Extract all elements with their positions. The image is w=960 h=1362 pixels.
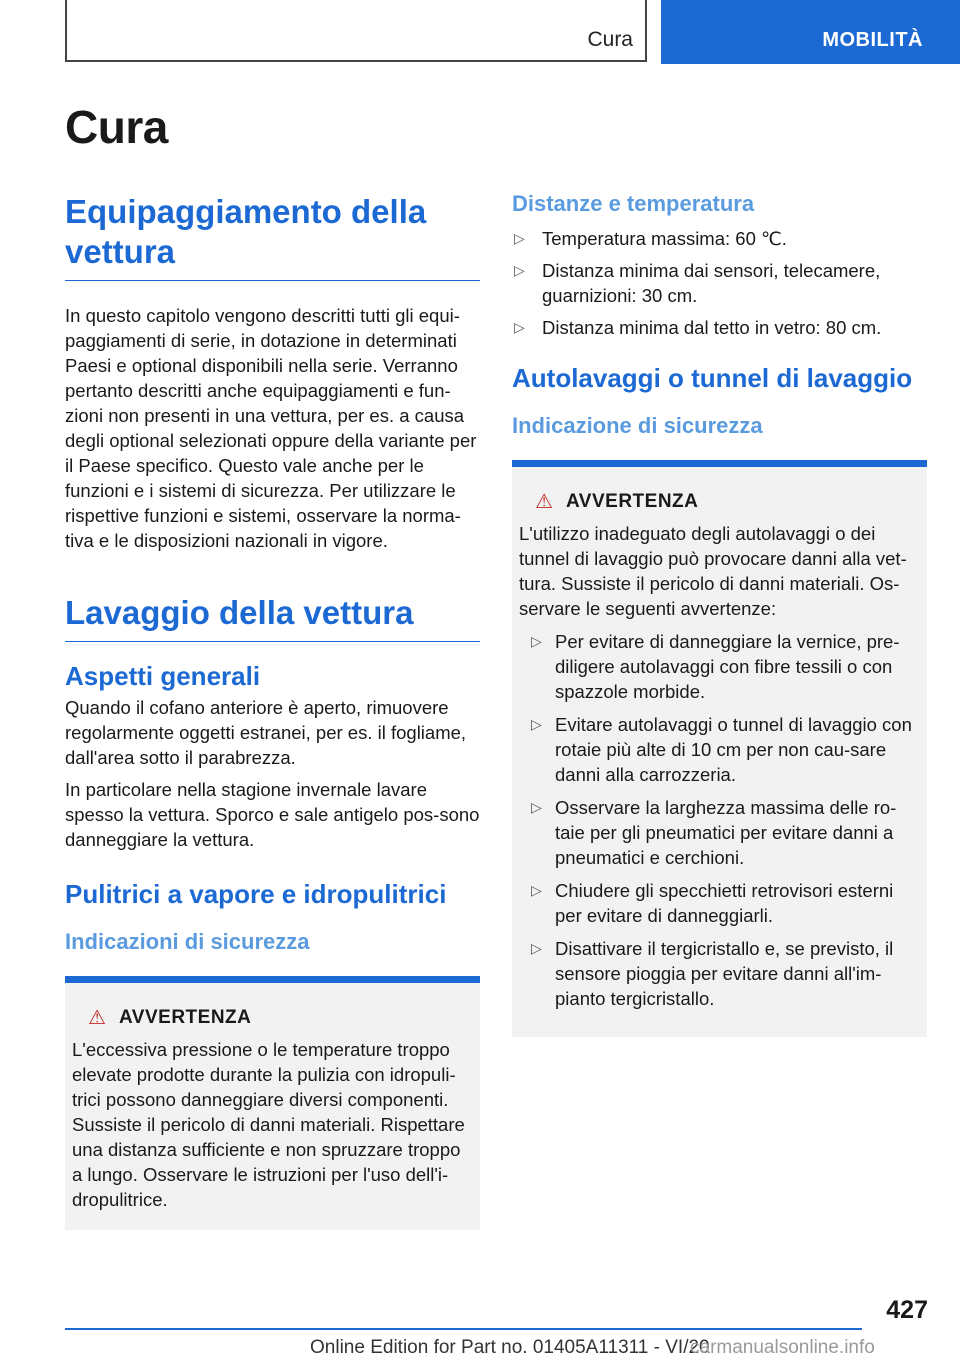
- general-paragraph-2: In particolare nella stagione invernale lavare spesso la vettura. Sporco e sale antigelo pos-sono danneggiare la vettura.: [65, 779, 480, 850]
- bullet-triangle-icon: ▷: [514, 230, 525, 246]
- page-title: Cura: [65, 101, 168, 153]
- list-item: ▷ Distanza minima dal tetto in vetro: 80 cm.: [514, 317, 882, 338]
- equipment-heading: Equipaggiamento della vettura: [65, 192, 480, 281]
- warning-header: [72, 1005, 474, 1033]
- list-item: ▷ Temperatura massima: 60 ℃.: [514, 228, 787, 249]
- distance-temperature-heading: Distanze e temperatura: [512, 191, 755, 216]
- bullet-triangle-icon: ▷: [514, 319, 525, 335]
- header-chapter-tab: [661, 0, 960, 64]
- list-item: ▷ Per evitare di danneggiare la vernice, pre-diligere autolavaggi con fibre tessili o con spazzole morbide.: [531, 631, 900, 702]
- warning-label: AVVERTENZA: [119, 1007, 252, 1028]
- footer-edition: Online Edition for Part no. 01405A11311 - VI/20: [310, 1337, 710, 1358]
- list-item: ▷ Distanza minima dai sensori, telecamere, guarnizioni: 30 cm.: [514, 260, 881, 306]
- footer-watermark: carmanualsonline.info: [690, 1337, 875, 1358]
- header-chapter-title: MOBILITÀ: [822, 29, 923, 51]
- list-item: ▷ Disattivare il tergicristallo e, se previsto, il sensore pioggia per evitare danni all'im-pianto tergicristallo.: [531, 938, 894, 1009]
- general-paragraph-1: Quando il cofano anteriore è aperto, rimuovere regolarmente oggetti estranei, per es. il fogliame, dall'area sotto il parabrezza.: [65, 697, 467, 768]
- equipment-paragraph: In questo capitolo vengono descritti tutti gli equi-paggiamenti di serie, in dotazione in determinati Paesi e optional disponibili nella serie. Verranno pertanto descritti anche equipaggiamenti e fun-zioni non presenti in una vettura, per es. a causa degli optional selezionati oppure della variante per il Paese specifico. Questo vale anche per le funzioni e i sistemi di sicurezza. Per utilizzare le rispettive funzioni e sistemi, osservare la norma-tiva e le disposizioni nazionali in vigore.: [65, 305, 477, 551]
- warning-list: [519, 629, 921, 1011]
- car-wash-tunnel-heading: Autolavaggi o tunnel di lavaggio: [512, 363, 913, 393]
- footer-divider: [65, 1328, 862, 1330]
- bullet-triangle-icon: ▷: [531, 882, 542, 898]
- steam-cleaner-heading: Pulitrici a vapore e idropulitrici: [65, 879, 447, 909]
- warning-header: [519, 489, 921, 517]
- bullet-triangle-icon: ▷: [531, 633, 542, 649]
- warning-text: L'utilizzo inadeguato degli autolavaggi o dei tunnel di lavaggio può provocare danni alla vet-tura. Sussiste il pericolo di danni materiali. Os-servare le seguenti avvertenze:: [519, 523, 907, 619]
- warning-box-car-wash: [512, 460, 927, 1037]
- list-item: ▷ Chiudere gli specchietti retrovisori esterni per evitare di danneggiarli.: [531, 880, 894, 926]
- warning-box-steam: [65, 976, 480, 1230]
- bullet-triangle-icon: ▷: [531, 716, 542, 732]
- left-column: [65, 192, 480, 1230]
- list-item: ▷ Osservare la larghezza massima delle ro-taie per gli pneumatici per evitare danni a pneumatici e cerchioni.: [531, 797, 897, 868]
- warning-label: AVVERTENZA: [566, 491, 699, 512]
- distance-list: [512, 226, 927, 340]
- page-number: 427: [886, 1296, 928, 1324]
- general-aspects-heading: Aspetti generali: [65, 661, 261, 691]
- car-wash-section-heading: Lavaggio della vettura: [65, 593, 480, 642]
- bullet-triangle-icon: ▷: [531, 799, 542, 815]
- warning-triangle-icon: ⚠: [535, 491, 553, 513]
- warning-text: L'eccessiva pressione o le temperature troppo elevate prodotte durante la pulizia con idropuli-trici possono danneggiare diversi componenti. Sussiste il pericolo di danni materiali. Rispettare una distanza sufficiente e non spruzzare troppo a lungo. Osservare le istruzioni per l'uso dell'i-dropulitrice.: [72, 1039, 465, 1210]
- safety-note-heading: Indicazione di sicurezza: [512, 413, 763, 438]
- bullet-triangle-icon: ▷: [531, 940, 542, 956]
- bullet-triangle-icon: ▷: [514, 262, 525, 278]
- list-item: ▷ Evitare autolavaggi o tunnel di lavaggio con rotaie più alte di 10 cm per non cau-sare danni alla carrozzeria.: [531, 714, 912, 785]
- safety-notes-heading: Indicazioni di sicurezza: [65, 929, 310, 954]
- header-section-box: [65, 0, 647, 62]
- header-section-title: Cura: [587, 28, 633, 51]
- warning-triangle-icon: ⚠: [88, 1007, 106, 1029]
- right-column: [512, 190, 927, 1037]
